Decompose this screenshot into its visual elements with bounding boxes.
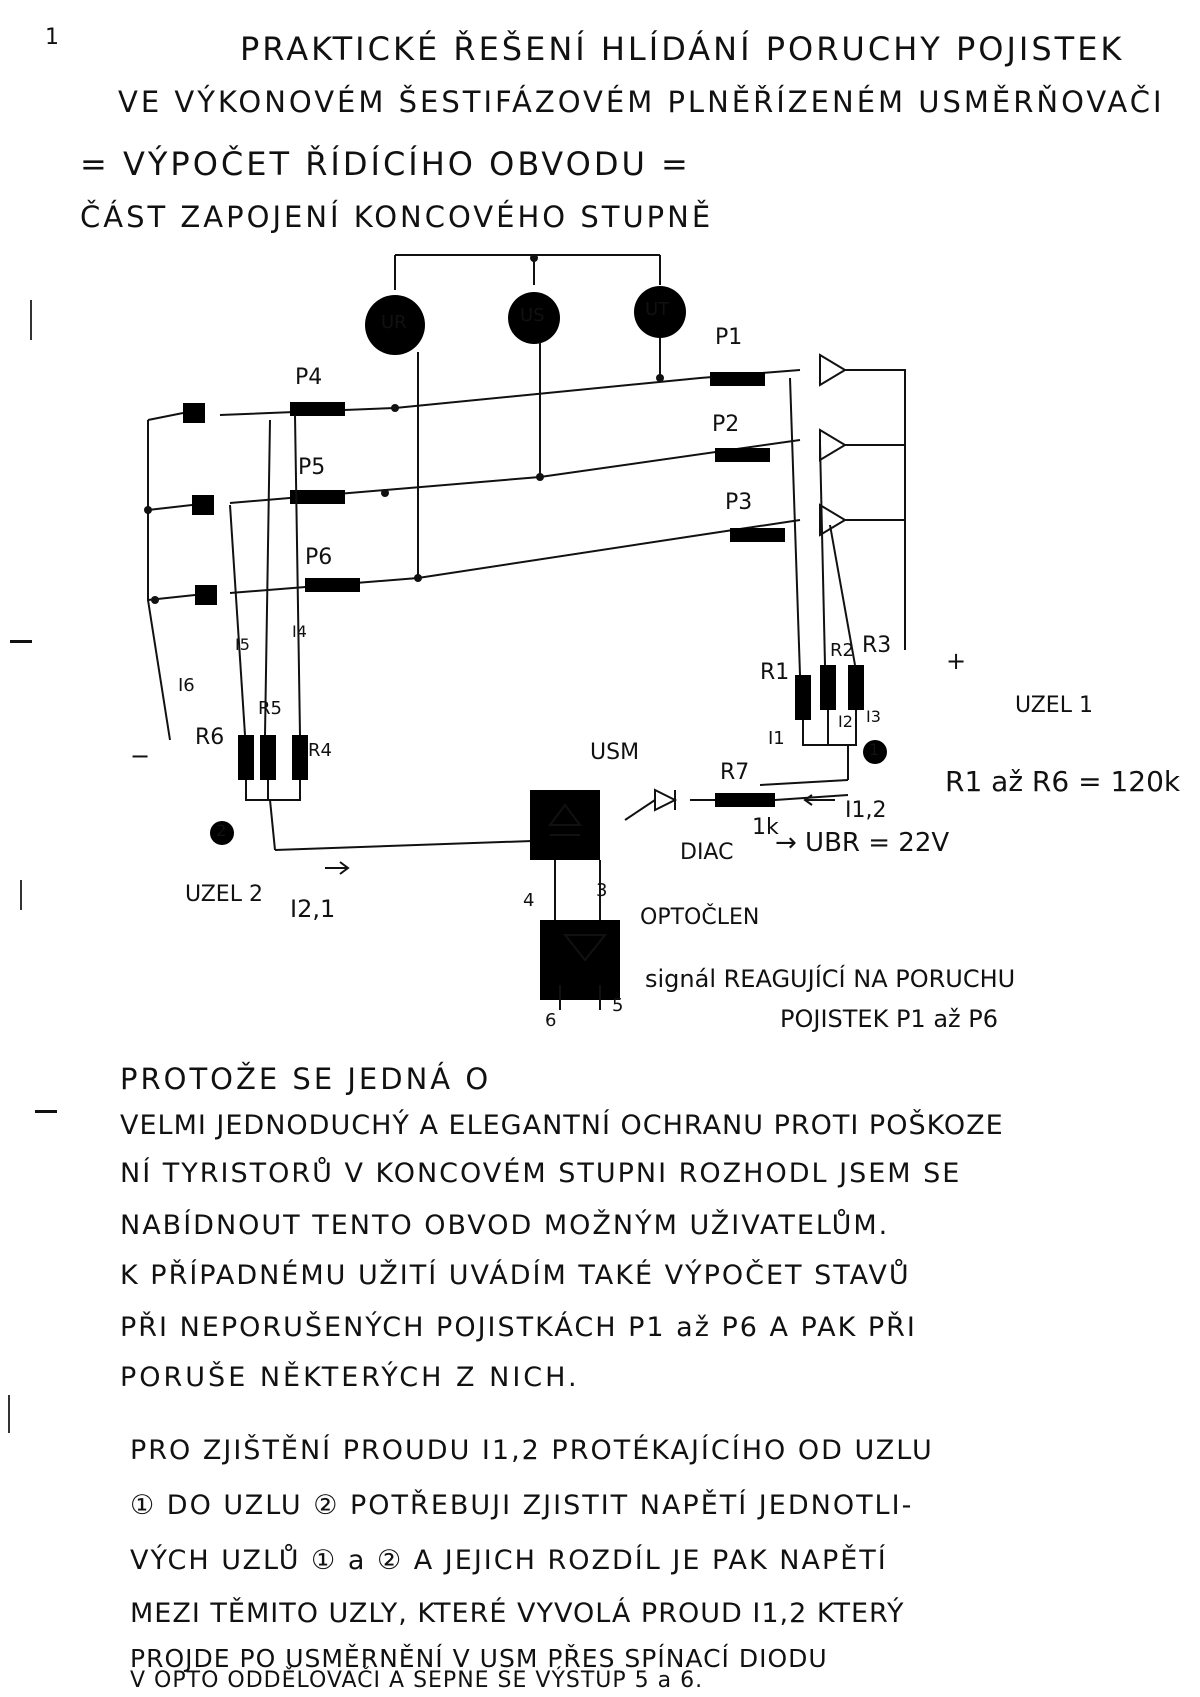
- resistor-r4: [292, 735, 308, 780]
- resistor-label-r5: R5: [258, 698, 282, 719]
- fuse-label-p5: P5: [298, 455, 326, 480]
- fuse-p4: [290, 402, 345, 416]
- margin-mark: [20, 880, 22, 910]
- r7-value: 1k: [752, 815, 779, 840]
- title-line-2: VE VÝKONOVÉM ŠESTIFÁZOVÉM PLNĚŘÍZENÉM USMĚRŇOVAČI: [118, 85, 1165, 119]
- para1-line-7: PORUŠE NĚKTERÝCH Z NICH.: [120, 1362, 580, 1393]
- thyristor-right-1: [820, 355, 845, 385]
- node1-marker: 1: [869, 740, 880, 759]
- title-line-3: = VÝPOČET ŘÍDÍCÍHO OBVODU =: [80, 145, 691, 183]
- fuse-p1: [710, 372, 765, 386]
- thyristor-left-2: [192, 495, 214, 515]
- resistor-label-r3: R3: [862, 633, 892, 658]
- resistor-label-r1: R1: [760, 660, 790, 685]
- current-label-i6: I6: [178, 675, 195, 696]
- resistor-label-r2: R2: [830, 640, 854, 661]
- node2-marker: 2: [216, 821, 227, 840]
- para2-line-5: PROJDE PO USMĚRNĚNÍ V USM PŘES SPÍNACÍ DIODU: [130, 1644, 828, 1673]
- current-label-i5: I5: [235, 635, 250, 654]
- thyristor-left-1: [183, 403, 205, 423]
- plus-terminal: +: [946, 647, 967, 675]
- thyristor-right-3: [820, 505, 845, 535]
- resistor-label-r4: R4: [308, 740, 332, 761]
- meter-label-ut: UT: [645, 299, 670, 320]
- current-i21-label: I2,1: [290, 895, 336, 923]
- para2-line-3: VÝCH UZLŮ ① a ② A JEJICH ROZDÍL JE PAK NAPĚTÍ: [130, 1545, 888, 1576]
- optocoupler-label: OPTOČLEN: [640, 905, 760, 930]
- fuse-p6: [305, 578, 360, 592]
- para2-line-4: MEZI TĚMITO UZLY, KTERÉ VYVOLÁ PROUD I1,2 KTERÝ: [130, 1598, 905, 1629]
- resistor-label-r6: R6: [195, 725, 225, 750]
- resistor-r1: [795, 675, 811, 720]
- para2-line-2: ① DO UZLU ② POTŘEBUJI ZJISTIT NAPĚTÍ JEDNOTLI-: [130, 1490, 914, 1521]
- current-label-i3: I3: [866, 707, 881, 726]
- meter-label-ur: UR: [381, 312, 407, 333]
- r7-label: R7: [720, 760, 750, 785]
- current-label-i4: I4: [292, 622, 307, 641]
- node1-label: UZEL 1: [1015, 693, 1093, 718]
- signal-note-2: POJISTEK P1 až P6: [780, 1005, 998, 1033]
- current-label-i2: I2: [838, 712, 853, 731]
- fuse-label-p2: P2: [712, 412, 740, 437]
- margin-mark: [8, 1395, 10, 1433]
- margin-mark: [30, 300, 32, 340]
- section-heading: ČÁST ZAPOJENÍ KONCOVÉHO STUPNĚ: [80, 200, 714, 234]
- resistor-r3: [848, 665, 864, 710]
- node2-label: UZEL 2: [185, 882, 263, 907]
- fuse-p3: [730, 528, 785, 542]
- para2-line-1: PRO ZJIŠTĚNÍ PROUDU I1,2 PROTÉKAJÍCÍHO OD UZLU: [130, 1435, 934, 1466]
- margin-mark: [10, 640, 32, 643]
- thyristor-right-2: [820, 430, 845, 460]
- para1-line-2: VELMI JEDNODUCHÝ A ELEGANTNÍ OCHRANU PROTI POŠKOZE: [120, 1110, 1004, 1141]
- diac: [655, 790, 675, 810]
- resistor-r6: [238, 735, 254, 780]
- meter-label-us: US: [520, 305, 545, 326]
- para1-line-6: PŘI NEPORUŠENÝCH POJISTKÁCH P1 až P6 A PAK PŘI: [120, 1312, 917, 1343]
- resistor-r2: [820, 665, 836, 710]
- usm-label: USM: [590, 740, 640, 765]
- fuse-p5: [290, 490, 345, 504]
- para1-line-3: NÍ TYRISTORŮ V KONCOVÉM STUPNI ROZHODL JSEM SE: [120, 1158, 962, 1189]
- opto-pin-6: 6: [545, 1010, 557, 1031]
- fuse-p2: [715, 448, 770, 462]
- page-number: 1: [45, 25, 59, 50]
- current-label-i1: I1: [768, 728, 785, 749]
- resistance-note: R1 až R6 = 120k: [945, 765, 1181, 798]
- fuse-label-p6: P6: [305, 545, 333, 570]
- fuse-label-p4: P4: [295, 365, 323, 390]
- minus-terminal: −: [130, 742, 151, 770]
- diac-voltage: → UBR = 22V: [775, 828, 950, 858]
- para1-line-5: K PŘÍPADNÉMU UŽITÍ UVÁDÍM TAKÉ VÝPOČET STAVŮ: [120, 1260, 911, 1291]
- opto-pin-4: 4: [523, 890, 535, 911]
- resistor-r7: [715, 793, 775, 807]
- current-i12-label: I1,2: [845, 798, 887, 823]
- signal-note-1: signál REAGUJÍCÍ NA PORUCHU: [645, 965, 1016, 993]
- optocoupler: [540, 920, 620, 1000]
- fuse-label-p1: P1: [715, 325, 743, 350]
- margin-mark: [35, 1110, 57, 1113]
- diac-label: DIAC: [680, 840, 734, 865]
- para1-line-4: NABÍDNOUT TENTO OBVOD MOŽNÝM UŽIVATELŮM.: [120, 1210, 890, 1241]
- thyristor-left-3: [195, 585, 217, 605]
- opto-pin-3: 3: [596, 880, 608, 901]
- fuse-label-p3: P3: [725, 490, 753, 515]
- opto-pin-5: 5: [612, 995, 624, 1016]
- resistor-r5: [260, 735, 276, 780]
- para1-line-1: PROTOŽE SE JEDNÁ O: [120, 1062, 492, 1096]
- para2-line-6: V OPTO ODDĚLOVAČI A SEPNE SE VÝSTUP 5 a 6.: [130, 1668, 704, 1693]
- title-line-1: PRAKTICKÉ ŘEŠENÍ HLÍDÁNÍ PORUCHY POJISTEK: [240, 30, 1125, 68]
